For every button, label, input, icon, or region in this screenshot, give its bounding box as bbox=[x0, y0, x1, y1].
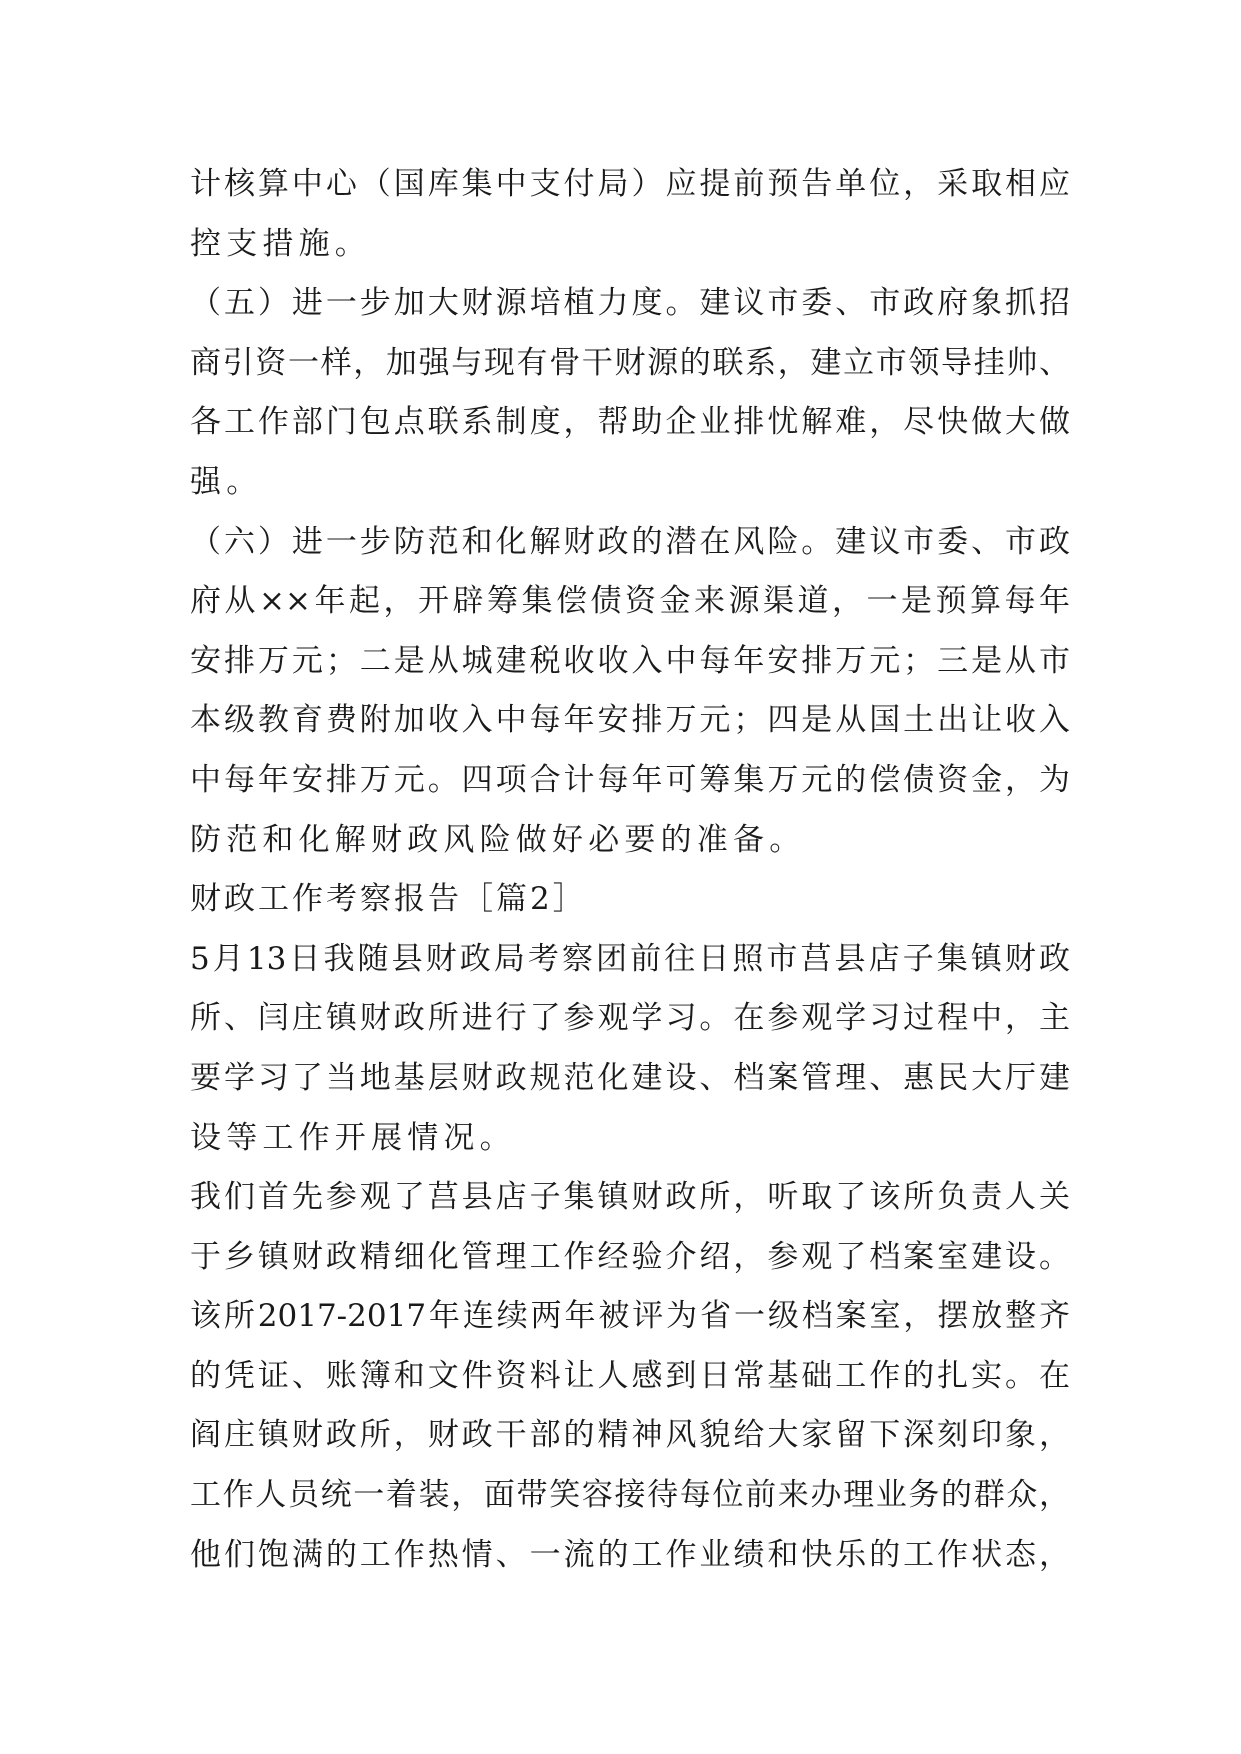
text-line: 他们饱满的工作热情、一流的工作业绩和快乐的工作状态， bbox=[190, 1536, 1070, 1573]
text-line: 阎庄镇财政所，财政干部的精神风貌给大家留下深刻印象， bbox=[190, 1417, 1070, 1454]
text-line: 工作人员统一着装，面带笑容接待每位前来办理业务的群众， bbox=[190, 1477, 1070, 1514]
text-line: 所、闫庄镇财政所进行了参观学习。在参观学习过程中，主 bbox=[190, 1000, 1070, 1037]
text-line: 控支措施。 bbox=[190, 225, 371, 262]
text-line: 防范和化解财政风险做好必要的准备。 bbox=[190, 821, 806, 858]
report-title: 财政工作考察报告［篇2］ bbox=[190, 881, 587, 918]
text-line: 商引资一样，加强与现有骨干财源的联系，建立市领导挂帅、 bbox=[190, 344, 1070, 381]
text-line: 我们首先参观了莒县店子集镇财政所，听取了该所负责人关 bbox=[190, 1179, 1070, 1216]
text-line: 该所2017-2017年连续两年被评为省一级档案室，摆放整齐 bbox=[190, 1298, 1070, 1335]
text-line: 设等工作开展情况。 bbox=[190, 1119, 516, 1156]
text-line: 本级教育费附加收入中每年安排万元；四是从国土出让收入 bbox=[190, 702, 1070, 739]
section-heading-5: （五）进一步加大财源培植力度。建议市委、市政府象抓招 bbox=[190, 285, 1070, 322]
document-body bbox=[190, 155, 1070, 1585]
text-line: 的凭证、账簿和文件资料让人感到日常基础工作的扎实。在 bbox=[190, 1357, 1070, 1394]
text-line: 于乡镇财政精细化管理工作经验介绍，参观了档案室建设。 bbox=[190, 1238, 1070, 1275]
text-line: 各工作部门包点联系制度，帮助企业排忧解难，尽快做大做 bbox=[190, 404, 1070, 441]
text-line: 安排万元；二是从城建税收收入中每年安排万元；三是从市 bbox=[190, 642, 1070, 679]
text-line: 要学习了当地基层财政规范化建设、档案管理、惠民大厅建 bbox=[190, 1059, 1070, 1096]
text-line: 5月13日我随县财政局考察团前往日照市莒县店子集镇财政 bbox=[190, 940, 1070, 977]
section-heading-6: （六）进一步防范和化解财政的潜在风险。建议市委、市政 bbox=[190, 523, 1070, 560]
text-line: 府从××年起，开辟筹集偿债资金来源渠道，一是预算每年 bbox=[190, 583, 1070, 620]
text-line: 中每年安排万元。四项合计每年可筹集万元的偿债资金，为 bbox=[190, 761, 1070, 798]
text-line: 计核算中心（国库集中支付局）应提前预告单位，采取相应 bbox=[190, 166, 1070, 202]
text-line: 强。 bbox=[190, 463, 263, 500]
